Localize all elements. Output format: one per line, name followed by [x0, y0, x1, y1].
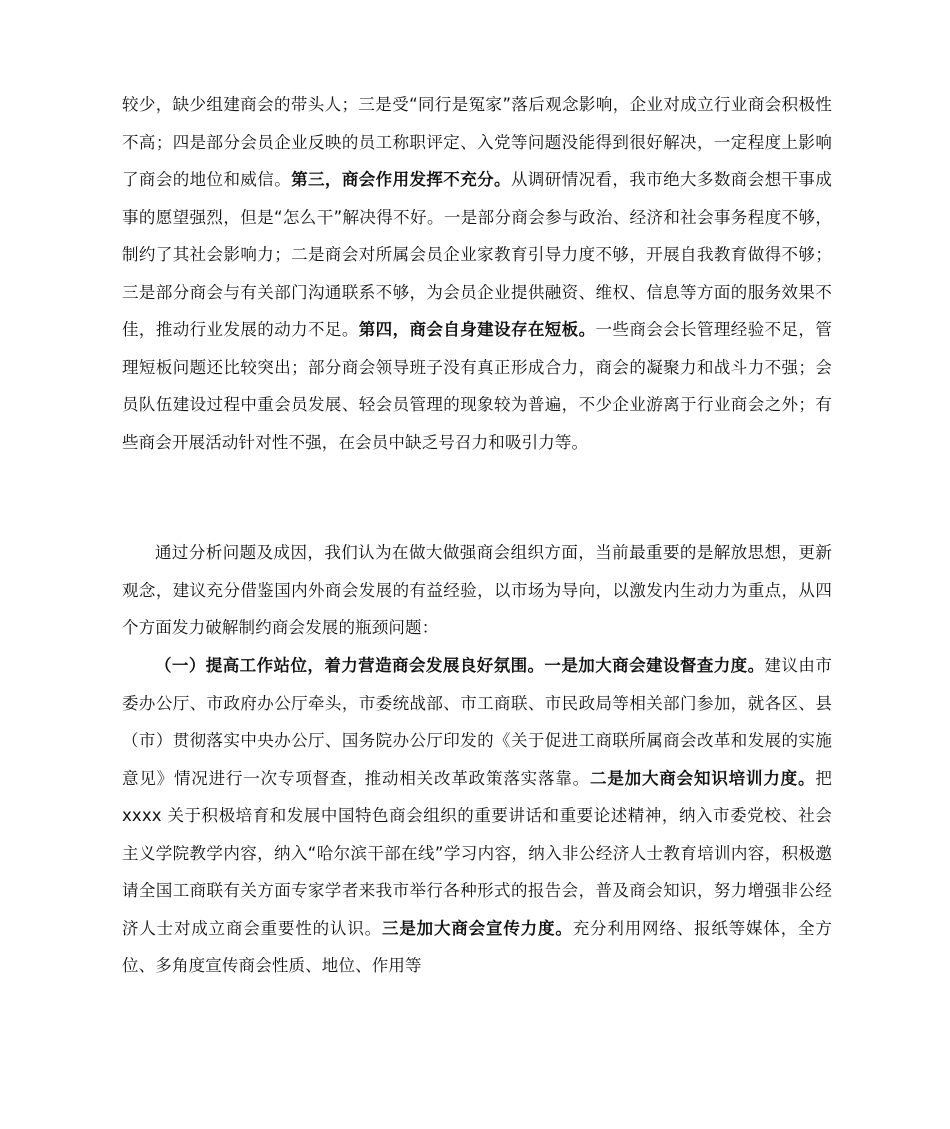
paragraph-1-run-1: 较少，缺少组建商会的带头人；三是受“同行是冤家”落后观念影响，企业对成立行业商会积极性不高；四是部分会员企业反映的员工称职评定、入党等问题没能得到很好解决，一定程度上影响了商会的地位和威信。 — [122, 95, 832, 189]
paragraph-3-heading-second: 二是加大商会知识培训力度。 — [590, 768, 816, 788]
body-paragraph-1 — [122, 86, 832, 461]
paragraph-1-heading-third: 第三，商会作用发挥不充分。 — [291, 170, 511, 189]
body-paragraph-2 — [122, 534, 832, 647]
paragraph-1-run-5: 一些商会会长管理经验不足，管理短板问题还比较突出；部分商会领导班子没有真正形成合力，商会的凝聚力和战斗力不强；会员队伍建设过程中重会员发展、轻会员管理的现象较为普遍，不少企业游离于行业商会之外；有些商会开展活动针对性不强，在会员中缺乏号召力和吸引力等。 — [122, 320, 832, 452]
paragraph-3-section-heading: （一）提高工作站位，着力营造商会发展良好氛围。一是加大商会建设督查力度。 — [155, 656, 765, 675]
paragraph-3-run-6: 充分利用网络、报纸等媒体，全方位、多角度宣传商会性质、地位、作用等 — [122, 918, 833, 975]
paragraph-3-run-4: 把 xxxx 关于积极培育和发展中国特色商会组织的重要讲话和重要论述精神，纳入市委党校、社会主义学院教学内容，纳入“哈尔滨干部在线”学习内容，纳入非公经济人士教育培训内容，积极邀请全国工商联有关方面专家学者来我市举行各种形式的报告会，普及商会知识，努力增强非公经济人士对成立商会重要性的认识。 — [122, 768, 832, 938]
paragraph-2-run-1: 通过分析问题及成因，我们认为在做大做强商会组织方面，当前最重要的是解放思想，更新观念，建议充分借鉴国内外商会发展的有益经验，以市场为导向，以激发内生动力为重点，从四个方面发力破解制约商会发展的瓶颈问题： — [122, 543, 832, 637]
paragraph-1-run-3: 从调研情况看，我市绝大多数商会想干事成事的愿望强烈，但是“怎么干”解决得不好。一是部分商会参与政治、经济和社会事务程度不够，制约了其社会影响力；二是商会对所属会员企业家教育引导力度不够，开展自我教育做得不够；三是部分商会与有关部门沟通联系不够，为会员企业提供融资、维权、信息等方面的服务效果不佳，推动行业发展的动力不足。 — [122, 170, 832, 339]
paragraph-3-heading-third: 三是加大商会宣传力度。 — [382, 918, 573, 938]
paragraph-3-run-2: 建议由市委办公厅、市政府办公厅牵头，市委统战部、市工商联、市民政局等相关部门参加，就各区、县（市）贯彻落实中央办公厅、国务院办公厅印发的《关于促进工商联所属商会改革和发展的实施意见》情况进行一次专项督查，推动相关改革政策落实落靠。 — [122, 656, 832, 788]
paragraph-1-heading-fourth: 第四，商会自身建设存在短板。 — [358, 320, 596, 339]
body-paragraph-3 — [122, 647, 832, 985]
